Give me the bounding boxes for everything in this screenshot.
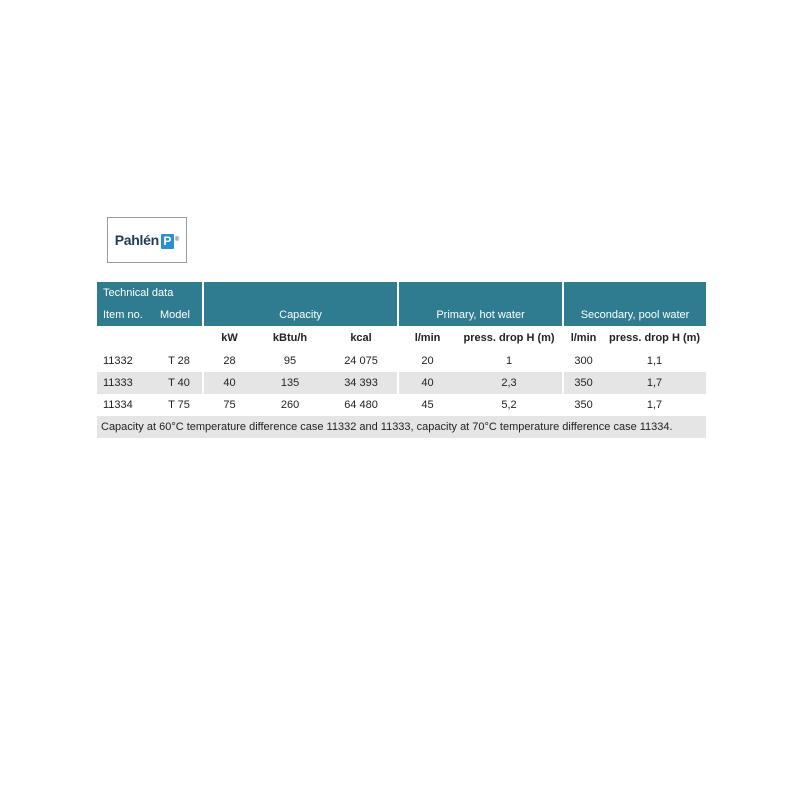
cell-primary-flow: 40 xyxy=(398,372,456,394)
cell-item: 11332 xyxy=(103,355,133,367)
cell-kbtu: 95 xyxy=(283,355,297,367)
table-row xyxy=(97,372,706,394)
cell-secondary-flow: 350 xyxy=(563,394,603,416)
cell-secondary-drop: 1,7 xyxy=(646,399,663,411)
group-primary-header: Primary, hot water xyxy=(398,304,563,326)
cell-kcal: 24 075 xyxy=(344,355,378,367)
cell-kbtu: 135 xyxy=(255,372,325,394)
unit-primary-drop: press. drop H (m) xyxy=(463,332,555,344)
col-model-header: Model xyxy=(156,304,203,326)
col-item-header: Item no. xyxy=(97,304,156,326)
table-row xyxy=(97,394,706,416)
unit-kcal: kcal xyxy=(350,332,372,344)
header-row-title xyxy=(97,282,706,304)
cell-primary-drop: 1 xyxy=(505,355,513,367)
cell-item: 11333 xyxy=(97,372,156,394)
group-capacity-header: Capacity xyxy=(203,304,398,326)
cell-model: T 28 xyxy=(168,355,190,367)
pahlen-logo xyxy=(107,217,187,263)
cell-item: 11334 xyxy=(103,399,133,411)
cell-kw: 28 xyxy=(203,350,255,372)
cell-kw: 75 xyxy=(203,394,255,416)
cell-kcal: 34 393 xyxy=(325,372,398,394)
footnote-row xyxy=(97,416,706,438)
cell-primary-drop: 5,2 xyxy=(501,399,517,411)
technical-data-table xyxy=(97,282,706,438)
cell-secondary-flow: 350 xyxy=(563,372,603,394)
cell-kbtu: 260 xyxy=(280,399,300,411)
unit-secondary-flow: l/min xyxy=(563,326,603,350)
cell-primary-flow: 45 xyxy=(398,394,456,416)
cell-kw: 40 xyxy=(203,372,255,394)
unit-kw: kW xyxy=(203,326,255,350)
cell-model: T 40 xyxy=(156,372,203,394)
unit-primary-flow: l/min xyxy=(398,326,456,350)
cell-model: T 75 xyxy=(168,399,190,411)
header-row-groups xyxy=(97,304,706,326)
cell-secondary-drop: 1,7 xyxy=(603,372,706,394)
capacity-footnote: Capacity at 60°C temperature difference case 11332 and 11333, capacity at 70°C temperature difference case 11334. xyxy=(97,416,706,438)
group-secondary-header: Secondary, pool water xyxy=(563,304,706,326)
cell-primary-flow: 20 xyxy=(398,350,456,372)
cell-kcal: 64 480 xyxy=(344,399,378,411)
logo-registered: ® xyxy=(174,237,180,243)
table-row xyxy=(97,350,706,372)
units-row xyxy=(97,326,706,350)
cell-primary-drop: 2,3 xyxy=(456,372,563,394)
table-title: Technical data xyxy=(97,282,203,304)
cell-secondary-drop: 1,1 xyxy=(646,355,663,367)
unit-kbtu: kBtu/h xyxy=(272,332,308,344)
logo-p-icon: P xyxy=(161,234,174,249)
cell-secondary-flow: 300 xyxy=(563,350,603,372)
unit-secondary-drop: press. drop H (m) xyxy=(608,332,701,344)
logo-brand: Pahlén xyxy=(114,232,159,248)
